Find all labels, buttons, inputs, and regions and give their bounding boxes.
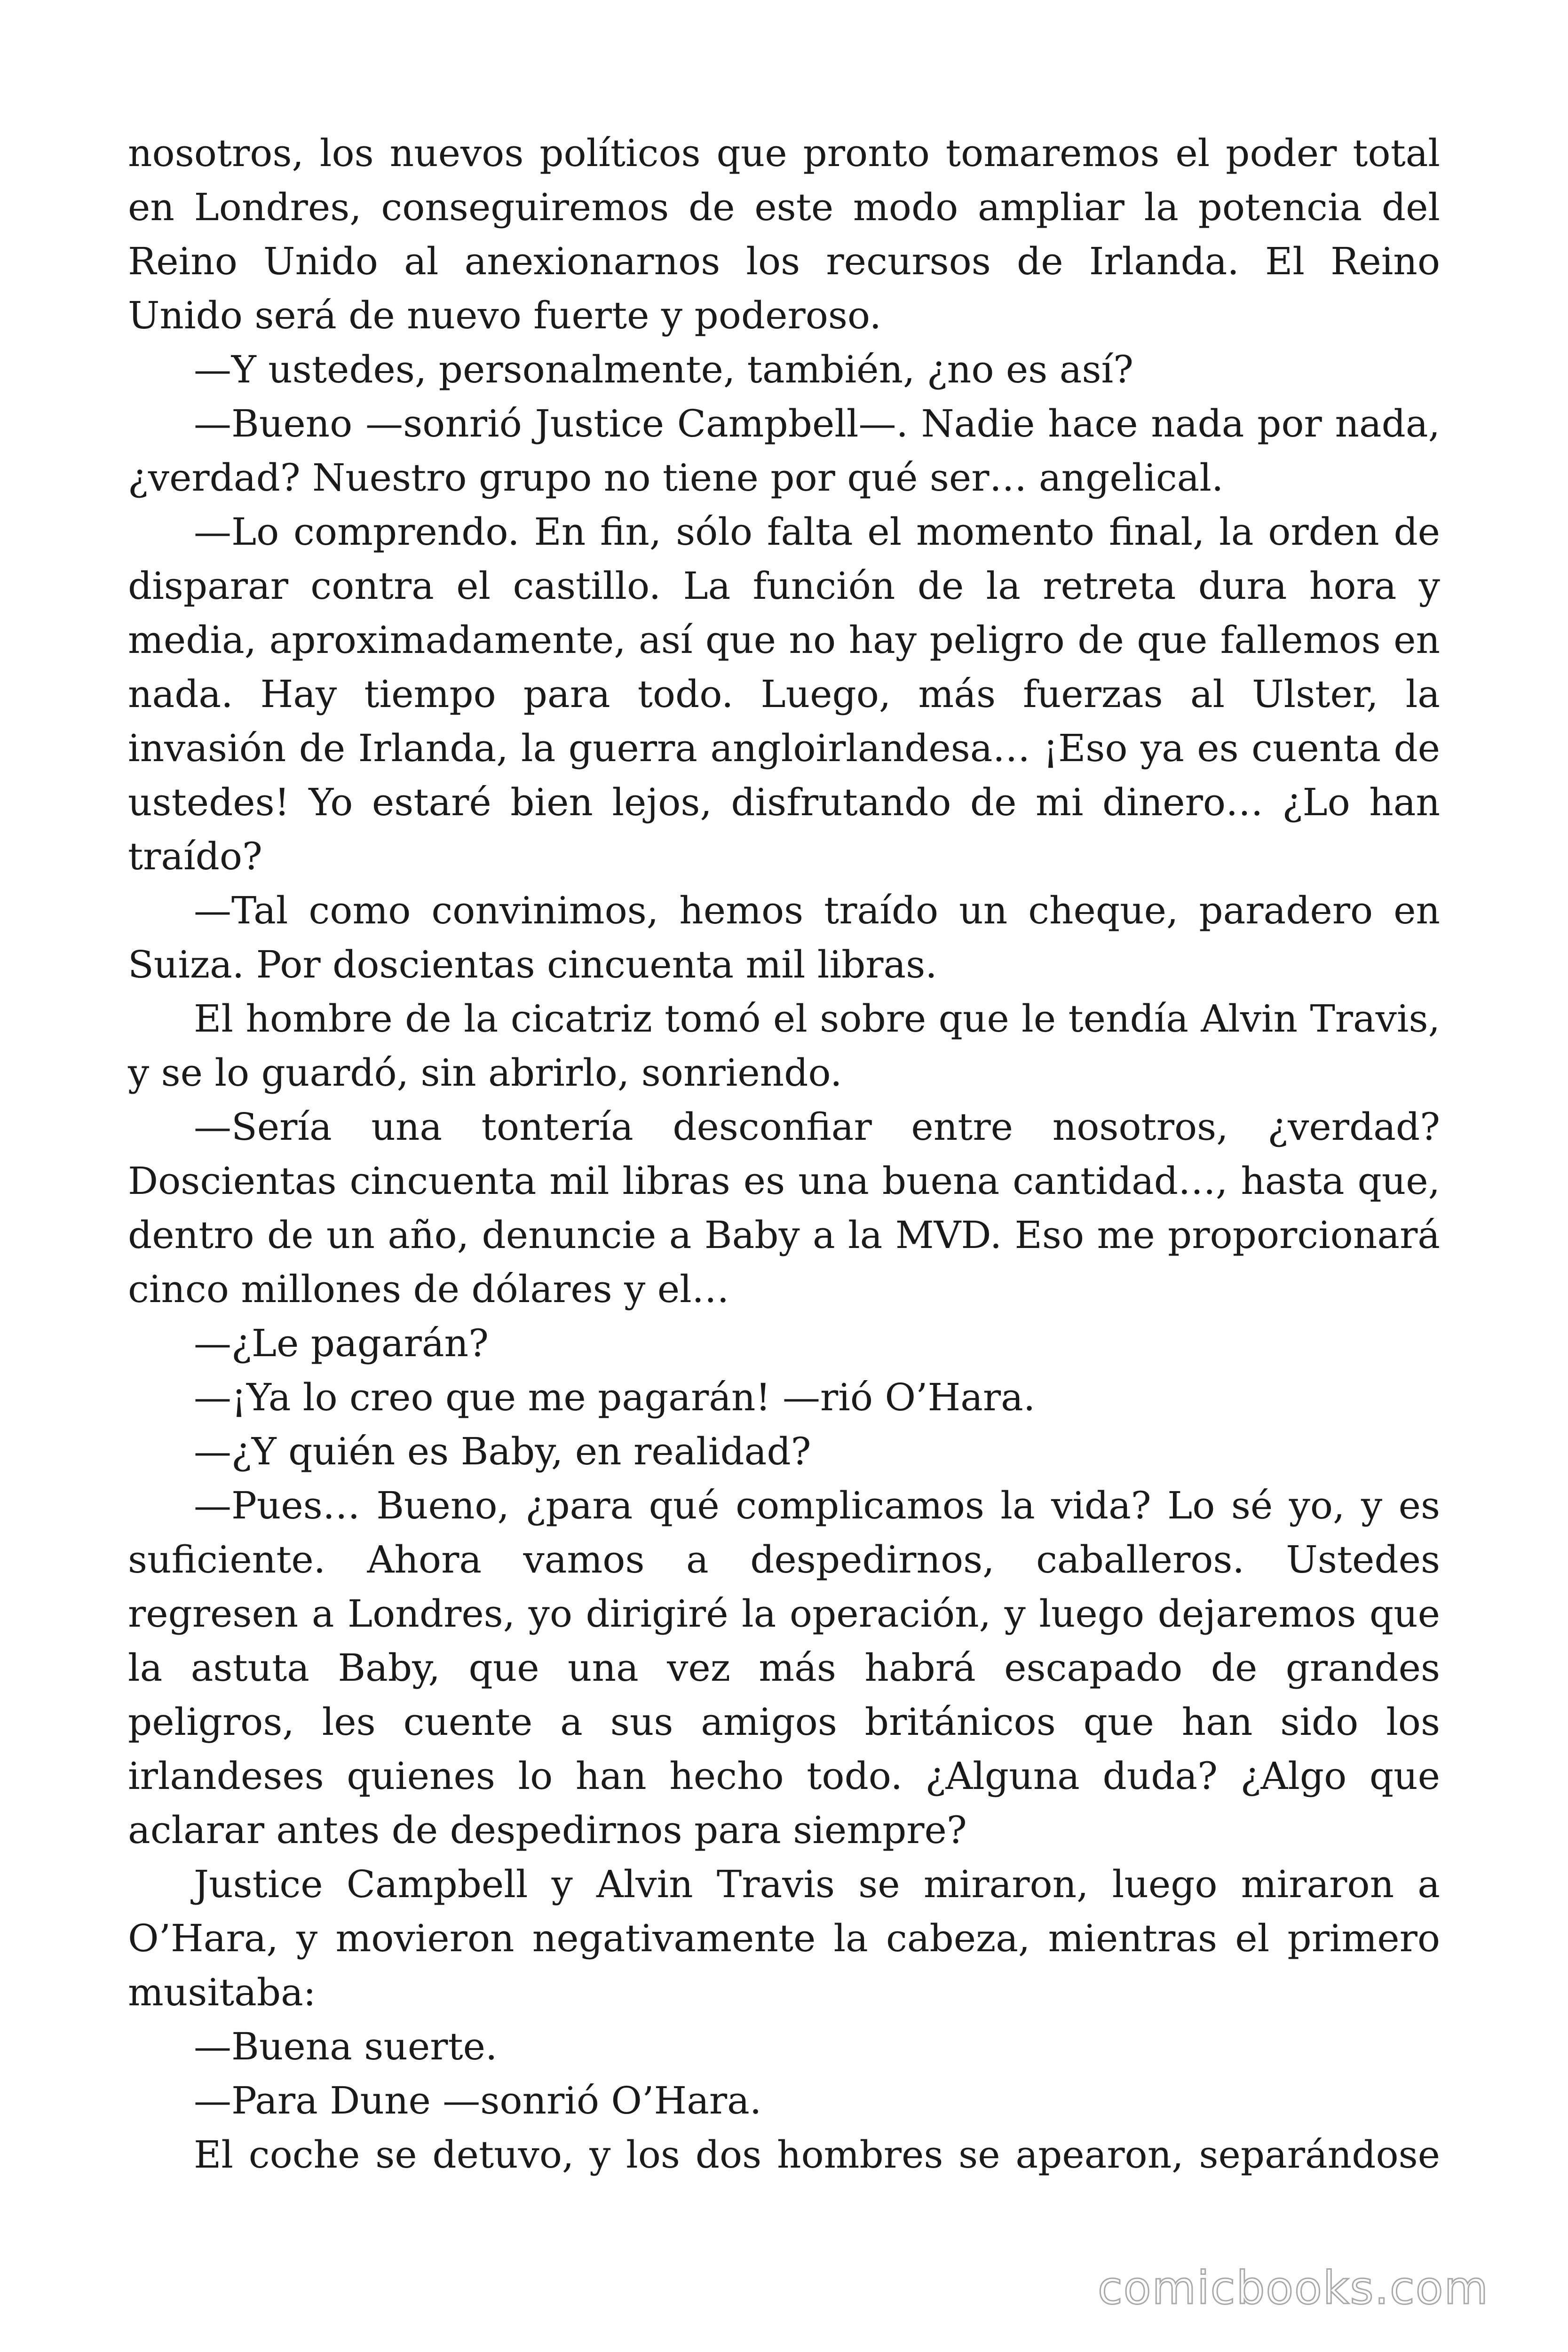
- paragraph: —Buena suerte.: [194, 2025, 498, 2068]
- paragraph: —¡Ya lo creo que me pagarán! —rió O’Hara.: [194, 1375, 1036, 1419]
- paragraph: Justice Campbell y Alvin Travis se miraron, luego miraron a O’Hara, y movieron negativamente la cabeza, mientras el primero musitaba:: [128, 1862, 1440, 2014]
- paragraph: El hombre de la cicatriz tomó el sobre que le tendía Alvin Travis, y se lo guardó, sin abrirlo, sonriendo.: [128, 997, 1440, 1095]
- paragraph: —Y ustedes, personalmente, también, ¿no es así?: [194, 348, 1133, 391]
- paragraph: —Bueno —sonrió Justice Campbell—. Nadie hace nada por nada, ¿verdad? Nuestro grupo no tiene por qué ser… angelical.: [128, 402, 1440, 500]
- paragraph: —Pues… Bueno, ¿para qué complicamos la vida? Lo sé yo, y es suficiente. Ahora vamos a despedirnos, caballeros. Ustedes regresen a Londres, yo dirigiré la operación, y luego dejaremos que la astuta Baby, que una vez más habrá escapado de grandes peligros, les cuente a sus amigos británicos que han sido los irlandeses quienes lo han hecho todo. ¿Alguna duda? ¿Algo que aclarar antes de despedirnos para siempre?: [128, 1484, 1440, 1852]
- paragraph: —¿Y quién es Baby, en realidad?: [194, 1430, 811, 1473]
- paragraph: nosotros, los nuevos políticos que pronto tomaremos el poder total en Londres, conseguiremos de este modo ampliar la potencia del Reino Unido al anexionarnos los recursos de Irlanda. El Reino Unido será de nuevo fuerte y poderoso.: [128, 131, 1440, 337]
- paragraph: —Tal como convinimos, hemos traído un cheque, paradero en Suiza. Por doscientas cincuenta mil libras.: [128, 889, 1440, 986]
- body-text: [128, 126, 1440, 2182]
- paragraph: —Lo comprendo. En fin, sólo falta el momento final, la orden de disparar contra el castillo. La función de la retreta dura hora y media, aproximadamente, así que no hay peligro de que fallemos en nada. Hay tiempo para todo. Luego, más fuerzas al Ulster, la invasión de Irlanda, la guerra angloirlandesa… ¡Eso ya es cuenta de ustedes! Yo estaré bien lejos, disfrutando de mi dinero… ¿Lo han traído?: [128, 510, 1440, 878]
- paragraph: —Para Dune —sonrió O’Hara.: [194, 2079, 762, 2122]
- paragraph: El coche se detuvo, y los dos hombres se apearon, separándose: [194, 2133, 1440, 2177]
- paragraph: —¿Le pagarán?: [194, 1321, 489, 1365]
- paragraph: —Sería una tontería desconfiar entre nosotros, ¿verdad? Doscientas cincuenta mil libras es una buena cantidad…, hasta que, dentro de un año, denuncie a Baby a la MVD. Eso me proporcionará cinco millones de dólares y el…: [128, 1105, 1440, 1311]
- watermark: comicbooks.com: [1097, 2262, 1489, 2314]
